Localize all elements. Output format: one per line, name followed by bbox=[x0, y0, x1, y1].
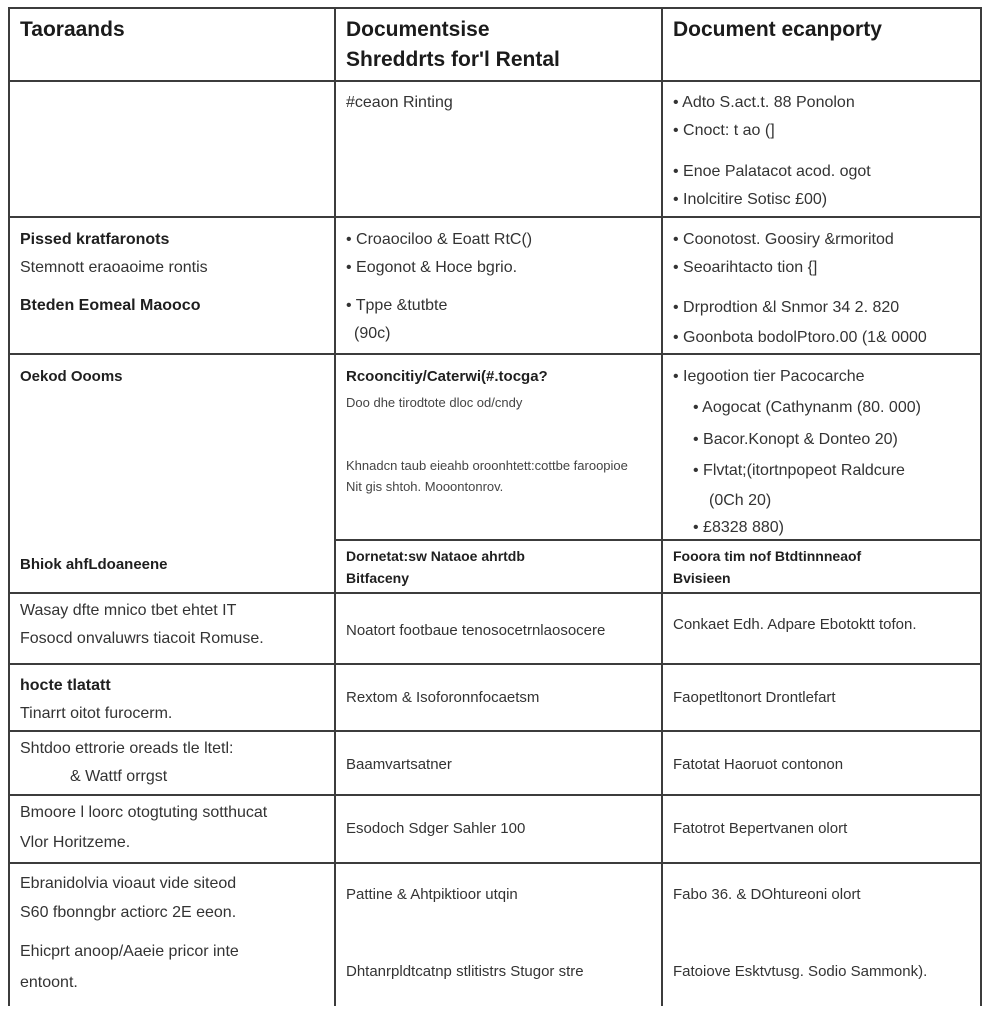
header-col2-line1: Documentsise bbox=[346, 18, 490, 41]
row8-col2-line2: Dhtanrpldtcatnp stlitistrs Stugor stre bbox=[346, 963, 584, 980]
row5-col3-text: Faopetltonort Drontlefart bbox=[673, 689, 836, 706]
row5-col2 bbox=[334, 665, 661, 730]
list-item: • Seoarihtacto tion {] bbox=[673, 259, 818, 276]
row2-col2 bbox=[334, 218, 661, 353]
table-row bbox=[8, 796, 982, 864]
row8-col1 bbox=[8, 864, 334, 1006]
table-row bbox=[8, 665, 982, 732]
row3b-col2-line1: Dornetat:sw Nataoe ahrtdb bbox=[346, 548, 525, 564]
header-col1: Taoraands bbox=[20, 18, 125, 41]
row1-col1 bbox=[8, 82, 334, 216]
list-item: (90c) bbox=[354, 325, 391, 342]
row3-col1-title: Oekod Oooms bbox=[20, 368, 123, 385]
row3-col2 bbox=[334, 355, 661, 592]
list-item: • Tppe &tutbte bbox=[346, 297, 448, 314]
list-item: • £8328 880) bbox=[693, 519, 785, 536]
row8-col2-line1: Pattine & Ahtpiktioor utqin bbox=[346, 886, 518, 903]
row5-col3 bbox=[661, 665, 982, 730]
row6-col1-line2: & Wattf orrgst bbox=[70, 768, 168, 785]
list-item: • Aogocat (Cathynanm (80. 000) bbox=[693, 399, 921, 416]
comparison-table bbox=[8, 7, 982, 1006]
row4-col1 bbox=[8, 594, 334, 663]
header-cell-1 bbox=[8, 9, 334, 80]
row4-col2 bbox=[334, 594, 661, 663]
row6-col2-text: Baamvartsatner bbox=[346, 756, 452, 773]
list-item: • Eogonot & Hoce bgrio. bbox=[346, 259, 518, 276]
table-row bbox=[8, 594, 982, 665]
row3b-col2-line2: Bitfaceny bbox=[346, 570, 410, 586]
row3-col2-body1: Khnadcn taub eieahb oroonhtett:cottbe faroopioe bbox=[346, 458, 628, 473]
list-item: • Croaociloo & Eoatt RtC() bbox=[346, 231, 533, 248]
row5-col1-line1: hocte tlatatt bbox=[20, 677, 111, 694]
list-item: (0Ch 20) bbox=[709, 492, 772, 509]
row5-col1-line2: Tinarrt oitot furocerm. bbox=[20, 705, 173, 722]
row7-col1-line1: Bmoore l loorc otogtuting sotthucat bbox=[20, 804, 268, 821]
row7-col2-text: Esodoch Sdger Sahler 100 bbox=[346, 820, 526, 837]
row2-col1 bbox=[8, 218, 334, 353]
list-item: • Drprodtion &l Snmor 34 2. 820 bbox=[673, 299, 900, 316]
list-item: • Coonotost. Goosiry &rmoritod bbox=[673, 231, 894, 248]
row1-col2-text: #ceaon Rinting bbox=[346, 94, 453, 111]
header-col2-line2: Shreddrts for'l Rental bbox=[346, 48, 560, 71]
header-cell-3 bbox=[661, 9, 982, 80]
row6-col3 bbox=[661, 732, 982, 794]
row3-col1 bbox=[8, 355, 334, 592]
row8-col1-line4: entoont. bbox=[20, 974, 78, 991]
row7-col1 bbox=[8, 796, 334, 862]
row6-col2 bbox=[334, 732, 661, 794]
header-col3: Document ecanporty bbox=[673, 18, 882, 41]
row6-col3-text: Fatotat Haoruot contonon bbox=[673, 756, 844, 773]
row4-col3-text: Conkaet Edh. Adpare Ebotoktt tofon. bbox=[673, 616, 917, 633]
list-item: • Bacor.Konopt & Donteo 20) bbox=[693, 431, 898, 448]
row7-col1-line2: Vlor Horitzeme. bbox=[20, 834, 131, 851]
list-item: • Goonbota bodolPtoro.00 (1& 0000 bbox=[673, 329, 927, 346]
row3-col2-title: Rcooncitiy/Caterwi(#.tocga? bbox=[346, 368, 548, 385]
row8-col1-line1: Ebranidolvia vioaut vide siteod bbox=[20, 875, 237, 892]
row6-col1 bbox=[8, 732, 334, 794]
row7-col3-text: Fatotrot Bepertvanen olort bbox=[673, 820, 848, 837]
row4-col1-line2: Fosocd onvaluwrs tiacoit Romuse. bbox=[20, 630, 264, 647]
sub-row-divider bbox=[663, 539, 980, 541]
row1-col2 bbox=[334, 82, 661, 216]
table-row bbox=[8, 355, 982, 594]
table-row bbox=[8, 864, 982, 1006]
row1-col3 bbox=[661, 82, 982, 216]
row3b-col3-line2: Bvisieen bbox=[673, 570, 731, 586]
table-row bbox=[8, 82, 982, 218]
list-item: • Cnoct: t ao (] bbox=[673, 122, 775, 139]
list-item: • Flvtat;(itortnpopeot Raldcure bbox=[693, 462, 905, 479]
row7-col2 bbox=[334, 796, 661, 862]
row3b-col3-line1: Fooora tim nof Btdtinnneaof bbox=[673, 548, 862, 564]
table-row bbox=[8, 218, 982, 355]
list-item: • Inolcitire Sotisc £00) bbox=[673, 191, 828, 208]
row8-col3-line1: Fabo 36. & DOhtureoni olort bbox=[673, 886, 861, 903]
row8-col3-line2: Fatoiove Esktvtusg. Sodio Sammonk). bbox=[673, 963, 928, 980]
row8-col1-line3: Ehicprt anoop/Aaeie pricor inte bbox=[20, 943, 239, 960]
header-row bbox=[8, 9, 982, 82]
row5-col1 bbox=[8, 665, 334, 730]
list-item: • Iegootion tier Pacocarche bbox=[673, 368, 865, 385]
row4-col1-line1: Wasay dfte mnico tbet ehtet IT bbox=[20, 602, 237, 619]
table-row bbox=[8, 732, 982, 796]
row4-col2-text: Noatort footbaue tenosocetrnlaosocere bbox=[346, 622, 606, 639]
row6-col1-line1: Shtdoo ettrorie oreads tle ltetl: bbox=[20, 740, 234, 757]
header-cell-2 bbox=[334, 9, 661, 80]
row3-col3 bbox=[661, 355, 982, 592]
row3-col2-body2: Nit gis shtoh. Mooontonrov. bbox=[346, 479, 504, 494]
row8-col2 bbox=[334, 864, 661, 1006]
sub-row-divider bbox=[336, 539, 661, 541]
row2-col3 bbox=[661, 218, 982, 353]
row2-col1-title2: Bteden Eomeal Maooco bbox=[20, 297, 201, 314]
row3b-col1-title: Bhiok ahfLdoaneene bbox=[20, 556, 168, 573]
row8-col1-line2: S60 fbonngbr actiorc 2E eeon. bbox=[20, 904, 237, 921]
row2-col1-sub: Stemnott eraoaoime rontis bbox=[20, 259, 208, 276]
list-item: • Adto S.act.t. 88 Ponolon bbox=[673, 94, 855, 111]
row4-col3 bbox=[661, 594, 982, 663]
row7-col3 bbox=[661, 796, 982, 862]
row3-col2-sub: Doo dhe tirodtote dloc od/cndy bbox=[346, 395, 523, 410]
list-item: • Enoe Palatacot acod. ogot bbox=[673, 163, 871, 180]
row2-col1-title: Pissed kratfaronots bbox=[20, 231, 170, 248]
row8-col3 bbox=[661, 864, 982, 1006]
row5-col2-text: Rextom & Isoforonnfocaetsm bbox=[346, 689, 540, 706]
